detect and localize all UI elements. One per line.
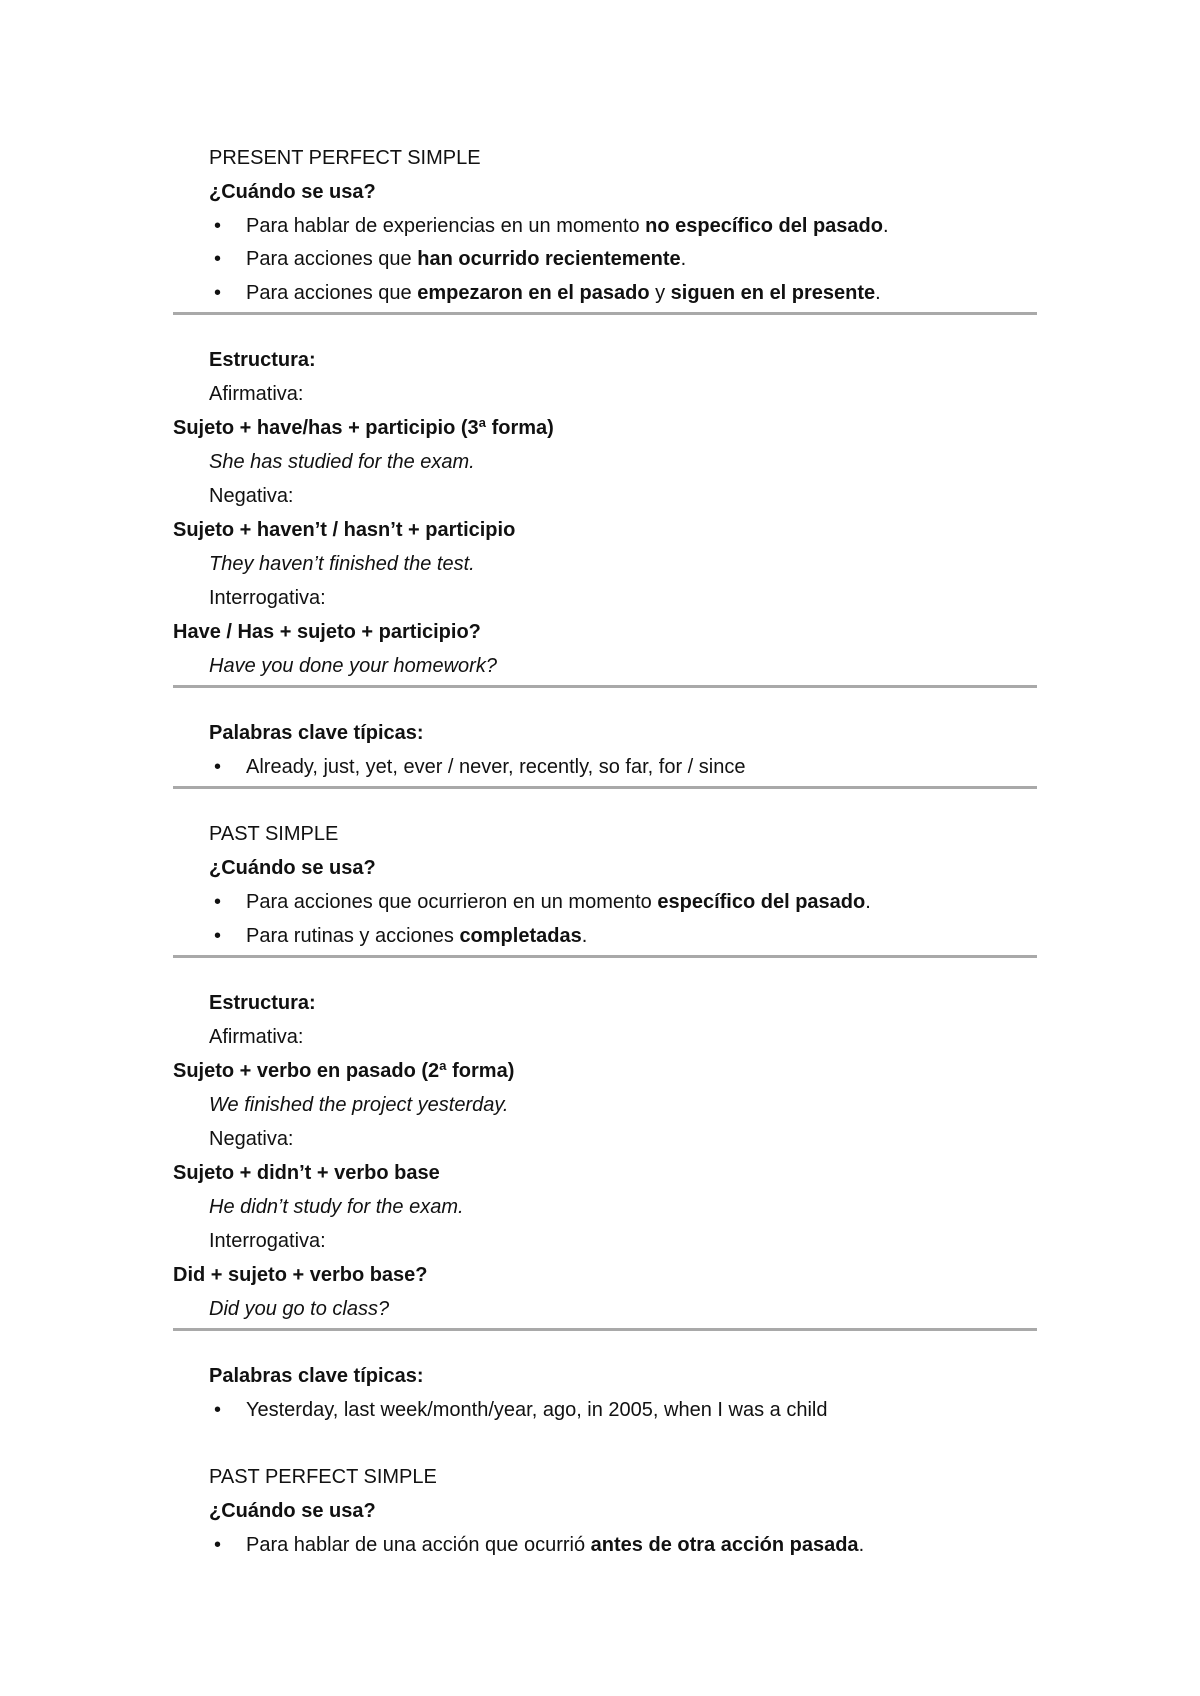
use-emphasis: no específico del pasado [645,215,883,237]
affirmative-example: We finished the project yesterday. [209,1094,509,1116]
structure-heading: Estructura: [209,349,316,371]
interrogative-example: Did you go to class? [209,1298,390,1320]
use-text: Para acciones que [246,248,418,270]
list-item [214,1528,1200,1562]
use-emphasis: completadas [459,925,582,947]
list-item [214,1393,1200,1427]
keywords-text: Already, just, yet, ever / never, recently, so far, for / since [246,756,746,778]
use-end: . [865,891,871,913]
list-item [214,242,1200,276]
affirmative-label: Afirmativa: [209,1026,304,1048]
use-text: Para rutinas y acciones [246,925,460,947]
use-text: Para hablar de experiencias en un momento [246,215,646,237]
negative-example: They haven’t finished the test. [209,553,475,575]
interrogative-label: Interrogativa: [209,1230,326,1252]
use-end: . [581,925,588,947]
use-end: . [858,1534,865,1556]
section-title-past-perfect: PAST PERFECT SIMPLE [209,1466,437,1488]
bullet-icon: • [214,925,222,947]
when-heading: ¿Cuándo se usa? [209,1500,376,1522]
list-item [214,919,1200,953]
negative-label: Negativa: [209,485,294,507]
when-heading: ¿Cuándo se usa? [209,857,376,879]
use-emphasis: específico del pasado [657,891,866,913]
use-text: Para acciones que [246,282,418,304]
affirmative-label: Afirmativa: [209,383,304,405]
negative-formula: Sujeto + haven’t / hasn’t + participio [173,519,516,541]
bullet-icon: • [214,756,222,778]
interrogative-example: Have you done your homework? [209,655,497,677]
section-divider [173,1328,1037,1331]
affirmative-formula: Sujeto + verbo en pasado (2ª forma) [173,1060,515,1082]
section-divider [173,786,1037,789]
bullet-icon: • [214,248,222,270]
bullet-icon: • [214,215,222,237]
bullet-icon: • [214,1534,222,1556]
keywords-heading: Palabras clave típicas: [209,722,424,744]
use-end: . [680,248,687,270]
structure-heading: Estructura: [209,992,316,1014]
use-text: y [649,282,671,304]
use-end: . [875,282,881,304]
when-heading: ¿Cuándo se usa? [209,181,376,203]
keywords-heading: Palabras clave típicas: [209,1365,424,1387]
use-emphasis: siguen en el presente [670,282,876,304]
section-divider [173,955,1037,958]
list-item [214,750,1200,784]
negative-formula: Sujeto + didn’t + verbo base [173,1162,440,1184]
use-text: Para acciones que ocurrieron en un momento [246,891,658,913]
affirmative-formula: Sujeto + have/has + participio (3ª forma) [173,417,554,439]
list-item [214,209,1200,243]
interrogative-label: Interrogativa: [209,587,326,609]
interrogative-formula: Did + sujeto + verbo base? [173,1264,428,1286]
affirmative-example: She has studied for the exam. [209,451,475,473]
use-emphasis: empezaron en el pasado [417,282,650,304]
section-divider [173,312,1037,315]
negative-example: He didn’t study for the exam. [209,1196,464,1218]
keywords-text: Yesterday, last week/month/year, ago, in 2005, when I was a child [246,1399,828,1421]
bullet-icon: • [214,282,222,304]
list-item [214,885,1200,919]
section-title-present-perfect: PRESENT PERFECT SIMPLE [209,147,481,169]
list-item [214,276,1200,310]
interrogative-formula: Have / Has + sujeto + participio? [173,621,481,643]
use-end: . [882,215,889,237]
bullet-icon: • [214,891,222,913]
section-title-past-simple: PAST SIMPLE [209,823,339,845]
bullet-icon: • [214,1399,222,1421]
use-emphasis: antes de otra acción pasada [590,1534,859,1556]
use-emphasis: han ocurrido recientemente [417,248,681,270]
use-text: Para hablar de una acción que ocurrió [246,1534,591,1556]
negative-label: Negativa: [209,1128,294,1150]
section-divider [173,685,1037,688]
